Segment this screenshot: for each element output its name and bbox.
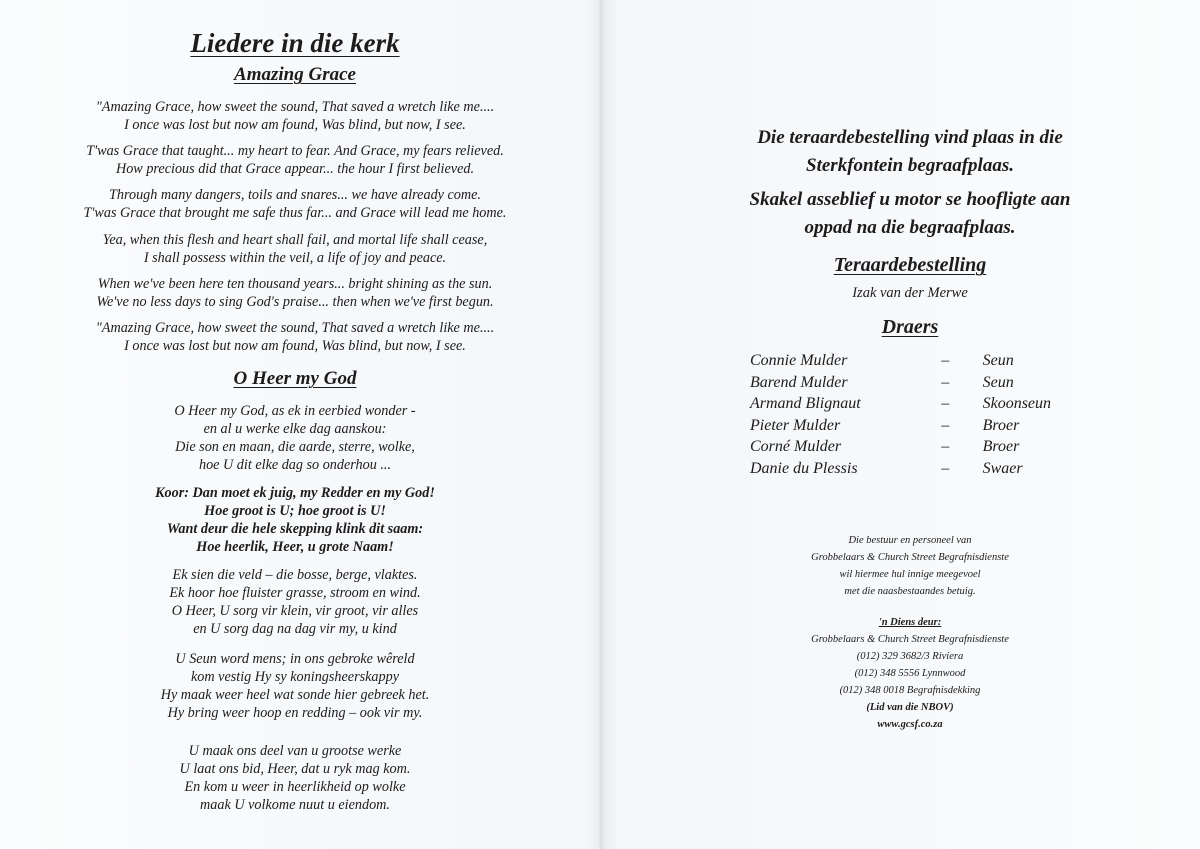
song1-verse-4 — [40, 231, 550, 267]
chorus-line: Hoe groot is U; hoe groot is U! — [204, 503, 386, 519]
bearer-name: Danie du Plessis — [750, 459, 858, 477]
notice-line: Die teraardebestelling vind plaas in die — [757, 127, 1063, 148]
page-fold — [598, 0, 604, 849]
verse-line: en U sorg dag na dag vir my, u kind — [193, 621, 397, 637]
verse-line: Ek hoor hoe fluister grasse, stroom en wind. — [169, 585, 421, 601]
chorus-line: Koor: Dan moet ek juig, my Redder en my God! — [155, 485, 435, 501]
condolence-line: met die naasbestaandes betuig. — [844, 586, 976, 597]
bearers-title: Draers — [881, 316, 939, 338]
bearer-dash: – — [941, 373, 950, 391]
bearer-relation: Seun — [982, 352, 1014, 369]
chorus-line: Hoe heerlik, Heer, u grote Naam! — [196, 539, 394, 555]
burial-location-notice — [640, 124, 1180, 180]
service-provider-block — [640, 614, 1180, 733]
song2-verse-3 — [40, 650, 550, 722]
verse-line: I once was lost but now am found, Was blind, but now, I see. — [124, 338, 466, 354]
song2-verse-1 — [40, 402, 550, 474]
song1-verse-1 — [40, 98, 550, 134]
bearer-dash: – — [941, 416, 950, 434]
list-item — [750, 372, 1090, 394]
condolence-line: Grobbelaars & Church Street Begrafnisdienste — [811, 552, 1009, 563]
list-item — [750, 350, 1090, 372]
bearer-name: Armand Blignaut — [750, 395, 861, 413]
song1-verse-6 — [40, 319, 550, 355]
verse-line: "Amazing Grace, how sweet the sound, That saved a wretch like me.... — [95, 99, 495, 115]
song2-verse-2 — [40, 566, 550, 638]
bearer-dash: – — [941, 459, 950, 477]
verse-line: Yea, when this flesh and heart shall fail, and mortal life shall cease, — [102, 232, 488, 248]
service-line: Grobbelaars & Church Street Begrafnisdienste — [811, 634, 1009, 645]
bearer-relation: Swaer — [982, 459, 1023, 477]
notice-line: Skakel asseblief u motor se hoofligte aan — [749, 189, 1071, 210]
song1-verse-3 — [40, 186, 550, 222]
verse-line: U Seun word mens; in ons gebroke wêreld — [175, 651, 415, 667]
verse-line: When we've been here ten thousand years... bright shining as the sun. — [97, 276, 493, 292]
condolence-message — [640, 532, 1180, 600]
bearer-dash: – — [941, 438, 950, 456]
bearer-name: Connie Mulder — [750, 352, 848, 369]
verse-line: I shall possess within the veil, a life of joy and peace. — [143, 250, 447, 266]
burial-title: Teraardebestelling — [833, 254, 987, 276]
verse-line: en al u werke elke dag aanskou: — [203, 421, 387, 437]
bearer-relation: Broer — [982, 438, 1020, 456]
verse-line: I once was lost but now am found, Was blind, but now, I see. — [124, 117, 466, 133]
bearer-relation: Seun — [982, 373, 1014, 391]
verse-line: "Amazing Grace, how sweet the sound, That saved a wretch like me.... — [95, 320, 495, 336]
bearer-relation: Broer — [982, 416, 1020, 434]
verse-line: Ek sien die veld – die bosse, berge, vlaktes. — [172, 567, 418, 583]
verse-line: T'was Grace that taught... my heart to fear. And Grace, my fears relieved. — [86, 143, 504, 159]
verse-line: How precious did that Grace appear... the hour I first believed. — [115, 161, 475, 177]
condolence-line: Die bestuur en personeel van — [848, 535, 972, 546]
headlights-notice — [640, 186, 1180, 242]
verse-line: kom vestig Hy sy koningsheerskappy — [190, 669, 400, 685]
list-item — [750, 458, 1090, 480]
service-line: (012) 348 0018 Begrafnisdekking — [839, 685, 981, 696]
bearer-dash: – — [941, 352, 950, 369]
notice-line: Sterkfontein begraafplaas. — [806, 155, 1014, 176]
verse-line: Through many dangers, toils and snares... we have already come. — [109, 187, 481, 203]
verse-line: Hy maak weer heel wat sonde hier gebreek het. — [160, 687, 430, 703]
bearer-name: Pieter Mulder — [750, 416, 841, 434]
verse-line: T'was Grace that brought me safe thus far... and Grace will lead me home. — [83, 205, 507, 221]
verse-line: U maak ons deel van u grootse werke — [188, 743, 402, 759]
membership-note: (Lid van die NBOV) — [866, 702, 954, 713]
notice-line: oppad na die begraafplaas. — [804, 217, 1016, 238]
song-title-o-heer-my-god: O Heer my God — [233, 368, 357, 389]
song1-verse-2 — [40, 142, 550, 178]
website-link[interactable]: www.gcsf.co.za — [877, 719, 943, 730]
bearer-dash: – — [941, 395, 950, 413]
verse-line: O Heer my God, as ek in eerbied wonder - — [174, 403, 416, 419]
verse-line: Die son en maan, die aarde, sterre, wolke, — [175, 439, 415, 455]
verse-line: En kom u weer in heerlikheid op wolke — [184, 779, 406, 795]
service-heading: 'n Diens deur: — [878, 617, 942, 628]
chorus-line: Want deur die hele skepping klink dit saam: — [166, 521, 424, 537]
verse-line: Hy bring weer hoop en redding – ook vir my. — [167, 705, 423, 721]
service-line: (012) 348 5556 Lynnwood — [854, 668, 966, 679]
song2-verse-4 — [40, 742, 550, 814]
bearers-list — [750, 350, 1090, 480]
list-item — [750, 415, 1090, 437]
song2-chorus — [40, 484, 550, 556]
verse-line: O Heer, U sorg vir klein, vir groot, vir alles — [171, 603, 419, 619]
page-title: Liedere in die kerk — [190, 28, 400, 58]
service-line: (012) 329 3682/3 Riviera — [856, 651, 964, 662]
verse-line: U laat ons bid, Heer, dat u ryk mag kom. — [179, 761, 411, 777]
bearer-name: Corné Mulder — [750, 438, 842, 456]
verse-line: hoe U dit elke dag so onderhou ... — [198, 457, 392, 473]
bearer-relation: Skoonseun — [982, 395, 1052, 413]
condolence-line: wil hiermee hul innige meegevoel — [839, 569, 981, 580]
song1-verse-5 — [40, 275, 550, 311]
officiant-name: Izak van der Merwe — [852, 285, 968, 301]
song-title-amazing-grace: Amazing Grace — [234, 64, 356, 85]
list-item — [750, 436, 1090, 458]
verse-line: We've no less days to sing God's praise... then when we've first begun. — [96, 294, 494, 310]
bearer-name: Barend Mulder — [750, 373, 848, 391]
verse-line: maak U volkome nuut u eiendom. — [200, 797, 390, 813]
list-item — [750, 393, 1090, 415]
